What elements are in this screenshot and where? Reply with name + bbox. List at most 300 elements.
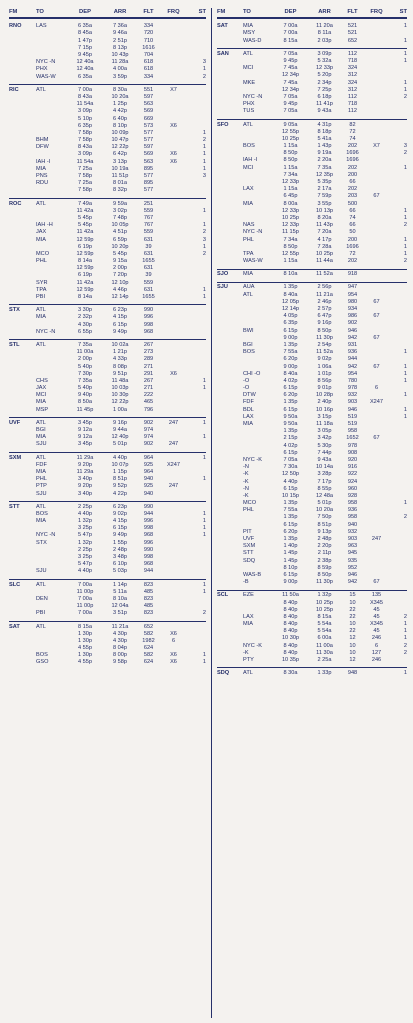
cell-fm: RNO bbox=[9, 23, 22, 30]
cell-flt: 823 bbox=[143, 595, 154, 602]
flight-row bbox=[217, 208, 407, 215]
cell-flt: 577 bbox=[143, 137, 154, 144]
cell-frq: X6 bbox=[170, 659, 177, 666]
cell-flt: 968 bbox=[143, 532, 154, 539]
cell-flt: 485 bbox=[143, 588, 154, 595]
cell-arr: 1 01p bbox=[317, 370, 332, 377]
cell-frq: 247 bbox=[168, 483, 179, 490]
cell-st: 1 bbox=[202, 207, 206, 214]
cell-dep: 3 25p bbox=[78, 554, 92, 561]
cell-st: 1 bbox=[403, 370, 407, 377]
cell-to: NYC -N bbox=[36, 328, 56, 335]
cell-arr: 10 07p bbox=[111, 461, 129, 468]
cell-dep: 3 45p bbox=[78, 419, 92, 426]
flight-row bbox=[9, 342, 206, 349]
cell-flt: 940 bbox=[143, 490, 154, 497]
cell-st: 1 bbox=[403, 236, 407, 243]
flight-row bbox=[217, 299, 407, 306]
cell-flt: 920 bbox=[347, 456, 358, 463]
cell-arr: 11 43p bbox=[316, 222, 333, 229]
cell-dep: 8 43a bbox=[78, 144, 92, 151]
cell-dep: 1 30p bbox=[78, 630, 92, 637]
cell-flt: 563 bbox=[143, 158, 154, 165]
cell-dep: 11 54a bbox=[76, 101, 94, 108]
cell-dep: 8 00a bbox=[283, 200, 298, 207]
flight-row bbox=[217, 65, 407, 72]
cell-flt: 652 bbox=[143, 623, 154, 630]
cell-st: 1 bbox=[403, 79, 407, 86]
cell-flt: 222 bbox=[143, 392, 154, 399]
cell-to: ATL bbox=[243, 670, 253, 677]
cell-to: ATL bbox=[36, 307, 46, 314]
cell-to: PHL bbox=[36, 258, 47, 265]
cell-dep: 5 40p bbox=[78, 363, 92, 370]
cell-arr: 9 19a bbox=[317, 150, 332, 157]
cell-dep: 9 45p bbox=[78, 52, 92, 59]
cell-flt: 823 bbox=[143, 610, 154, 617]
cell-dep: 4 02p bbox=[283, 442, 298, 449]
cell-arr: 3 28p bbox=[317, 471, 332, 478]
cell-arr: 8 32p bbox=[113, 187, 127, 194]
cell-flt: 618 bbox=[143, 66, 154, 73]
cell-to: -O bbox=[243, 385, 250, 392]
cell-st: 1 bbox=[403, 214, 407, 221]
flight-row bbox=[9, 273, 206, 280]
cell-flt: 202 bbox=[347, 258, 358, 265]
flight-row bbox=[217, 285, 407, 292]
cell-to: CHI -O bbox=[243, 370, 261, 377]
header-arr: ARR bbox=[318, 8, 331, 15]
cell-flt: 82 bbox=[349, 121, 356, 128]
cell-to: ATL bbox=[36, 341, 46, 348]
cell-dep: 7 58p bbox=[78, 129, 92, 136]
cell-dep: 3 09p bbox=[78, 108, 92, 115]
cell-flt: 895 bbox=[143, 180, 154, 187]
cell-arr: 9 13p bbox=[317, 528, 332, 535]
cell-dep: 1 35p bbox=[283, 428, 298, 435]
cell-to: WAS-W bbox=[243, 258, 263, 265]
cell-dep: 5 47p bbox=[78, 561, 92, 568]
cell-flt: 203 bbox=[347, 193, 358, 200]
flight-row bbox=[9, 280, 206, 287]
cell-fm: SLC bbox=[9, 581, 21, 588]
cell-fm: RIC bbox=[9, 86, 19, 93]
origin-block bbox=[9, 199, 206, 306]
cell-st: 1 bbox=[202, 510, 206, 517]
cell-flt: 559 bbox=[143, 207, 154, 214]
cell-frq: 45 bbox=[373, 606, 380, 613]
cell-frq: 247 bbox=[168, 441, 179, 448]
cell-fm: UVF bbox=[9, 419, 21, 426]
cell-flt: 944 bbox=[143, 568, 154, 575]
cell-dep: 1 35p bbox=[283, 341, 298, 348]
cell-arr: 8 56p bbox=[317, 377, 332, 384]
cell-to: MCO bbox=[243, 500, 257, 507]
cell-flt: 10 bbox=[349, 649, 356, 656]
cell-dep: 1 40p bbox=[283, 543, 298, 550]
right-column bbox=[217, 8, 407, 681]
flight-row bbox=[217, 109, 407, 116]
cell-st: 1 bbox=[403, 500, 407, 507]
cell-flt: 112 bbox=[348, 50, 357, 57]
cell-to: BOS bbox=[36, 510, 48, 517]
cell-flt: 980 bbox=[347, 298, 358, 305]
cell-flt: 936 bbox=[347, 349, 358, 356]
cell-flt: 631 bbox=[143, 286, 154, 293]
header-to: TO bbox=[243, 8, 251, 15]
cell-arr: 10 19a bbox=[111, 165, 129, 172]
cell-arr: 5 54a bbox=[317, 628, 332, 635]
cell-arr: 2 20p bbox=[317, 543, 332, 550]
cell-st: 1 bbox=[403, 377, 407, 384]
flight-row bbox=[217, 600, 407, 607]
cell-st: 1 bbox=[202, 243, 206, 250]
flight-row bbox=[217, 436, 407, 443]
cell-to: NYC -K bbox=[243, 642, 262, 649]
cell-flt: 934 bbox=[347, 306, 358, 313]
cell-to: BDL bbox=[243, 406, 254, 413]
cell-to: IAH -H bbox=[36, 222, 53, 229]
cell-flt: 22 bbox=[349, 613, 356, 620]
cell-flt: 66 bbox=[349, 207, 356, 214]
cell-fm: SAT bbox=[217, 23, 228, 30]
cell-to: PTY bbox=[243, 657, 254, 664]
cell-arr: 4 40p bbox=[113, 454, 127, 461]
cell-arr: 11 30p bbox=[316, 334, 333, 341]
cell-st: 1 bbox=[202, 222, 206, 229]
cell-dep: 6 45p bbox=[283, 193, 298, 200]
cell-flt: 1652 bbox=[346, 435, 359, 442]
cell-dep: 8 40p bbox=[283, 642, 298, 649]
cell-dep: 8 40a bbox=[283, 370, 298, 377]
cell-flt: 39 bbox=[145, 243, 152, 250]
cell-arr: 9 15a bbox=[113, 258, 127, 265]
cell-flt: 942 bbox=[347, 363, 358, 370]
cell-arr: 10 02a bbox=[111, 341, 129, 348]
cell-arr: 1 21p bbox=[113, 349, 127, 356]
flight-row bbox=[9, 31, 206, 38]
cell-to: MIA bbox=[36, 236, 46, 243]
cell-arr: 9 51p bbox=[113, 370, 127, 377]
cell-dep: 7 55a bbox=[283, 507, 298, 514]
cell-fm: SCL bbox=[217, 592, 229, 599]
cell-flt: 718 bbox=[347, 58, 358, 65]
cell-frq: 67 bbox=[373, 334, 380, 341]
cell-arr: 8 18p bbox=[317, 128, 332, 135]
cell-dep: 5 45p bbox=[78, 222, 92, 229]
origin-block bbox=[9, 340, 206, 418]
cell-dep: 7 05a bbox=[283, 50, 298, 57]
cell-dep: 8 40p bbox=[283, 599, 298, 606]
cell-dep: 11 00p bbox=[76, 603, 94, 610]
cell-fm: SJO bbox=[217, 271, 229, 278]
flight-row bbox=[217, 51, 407, 58]
cell-st: 1 bbox=[403, 349, 407, 356]
cell-arr: 9 16p bbox=[317, 320, 332, 327]
cell-arr: 11 00a bbox=[316, 642, 333, 649]
cell-dep: 1 15a bbox=[283, 143, 298, 150]
cell-flt: 573 bbox=[143, 122, 154, 129]
flight-row bbox=[9, 101, 206, 108]
cell-flt: 1982 bbox=[142, 637, 155, 644]
cell-st: 1 bbox=[202, 377, 206, 384]
cell-st: 1 bbox=[202, 165, 206, 172]
cell-frq: 67 bbox=[373, 363, 380, 370]
cell-st: 1 bbox=[202, 476, 206, 483]
flight-row bbox=[217, 165, 407, 172]
flight-row bbox=[217, 230, 407, 237]
cell-flt: 273 bbox=[143, 349, 154, 356]
flight-row bbox=[9, 258, 206, 265]
cell-dep: 7 00a bbox=[78, 86, 92, 93]
cell-flt: 918 bbox=[347, 271, 358, 278]
cell-flt: 577 bbox=[143, 129, 154, 136]
cell-dep: 12 33p bbox=[281, 207, 300, 214]
cell-arr: 10 20p bbox=[111, 243, 129, 250]
cell-to: MCO bbox=[36, 250, 50, 257]
cell-dep: 6 35p bbox=[283, 320, 298, 327]
cell-arr: 8 13p bbox=[113, 44, 127, 51]
cell-dep: 4 40p bbox=[283, 478, 298, 485]
cell-flt: 112 bbox=[348, 108, 357, 115]
flight-row bbox=[217, 38, 407, 45]
cell-arr: 10 09p bbox=[111, 129, 129, 136]
cell-flt: 618 bbox=[143, 59, 154, 66]
cell-to: AUA bbox=[243, 284, 255, 291]
cell-to: GSO bbox=[36, 659, 49, 666]
cell-dep: 12 50p bbox=[281, 471, 300, 478]
cell-flt: 1696 bbox=[346, 150, 359, 157]
cell-frq: 135 bbox=[371, 592, 382, 599]
cell-flt: 1616 bbox=[142, 44, 155, 51]
cell-arr: 6 00a bbox=[317, 635, 332, 642]
cell-arr: 4 22p bbox=[113, 490, 127, 497]
cell-flt: 631 bbox=[143, 250, 154, 257]
cell-flt: 271 bbox=[143, 385, 154, 392]
cell-flt: 903 bbox=[347, 536, 358, 543]
cell-st: 1 bbox=[202, 525, 206, 532]
cell-flt: 942 bbox=[347, 579, 358, 586]
cell-to: ATL bbox=[36, 419, 46, 426]
cell-dep: 11 15p bbox=[282, 229, 299, 236]
cell-flt: 974 bbox=[143, 434, 154, 441]
cell-flt: 624 bbox=[143, 645, 154, 652]
flight-row bbox=[9, 442, 206, 449]
cell-arr: 8 15a bbox=[317, 613, 332, 620]
cell-dep: 8 40p bbox=[283, 649, 298, 656]
header-rule bbox=[217, 17, 407, 19]
cell-arr: 2 00p bbox=[113, 265, 127, 272]
cell-to: -N bbox=[243, 464, 249, 471]
cell-arr: 7 48p bbox=[113, 214, 127, 221]
cell-to: TPA bbox=[243, 250, 254, 257]
cell-arr: 9 01p bbox=[317, 385, 332, 392]
cell-arr: 10 13p bbox=[315, 207, 334, 214]
cell-arr: 12 22p bbox=[111, 144, 129, 151]
cell-arr: 5 03p bbox=[113, 568, 127, 575]
cell-dep: 7 30a bbox=[283, 464, 298, 471]
cell-dep: 4 55p bbox=[78, 659, 92, 666]
cell-flt: 954 bbox=[347, 291, 358, 298]
cell-arr: 2 57p bbox=[317, 306, 332, 313]
cell-flt: 312 bbox=[347, 72, 358, 79]
cell-to: LAX bbox=[243, 413, 254, 420]
flight-row bbox=[9, 554, 206, 561]
cell-to: FDF bbox=[36, 461, 47, 468]
cell-flt: 908 bbox=[347, 449, 358, 456]
cell-st: 2 bbox=[403, 222, 407, 229]
cell-flt: 291 bbox=[143, 370, 154, 377]
cell-arr: 3 51p bbox=[113, 610, 127, 617]
cell-flt: 12 bbox=[349, 635, 356, 642]
cell-dep: 7 58p bbox=[78, 187, 92, 194]
cell-flt: 990 bbox=[143, 307, 154, 314]
cell-dep: 6 15p bbox=[283, 327, 298, 334]
cell-flt: 936 bbox=[347, 507, 358, 514]
cell-flt: 312 bbox=[347, 86, 358, 93]
cell-flt: 940 bbox=[143, 476, 154, 483]
cell-flt: 551 bbox=[143, 86, 154, 93]
cell-arr: 12 35p bbox=[315, 171, 334, 178]
cell-flt: 202 bbox=[347, 186, 358, 193]
cell-dep: 7 34a bbox=[283, 236, 298, 243]
cell-st: 1 bbox=[403, 670, 407, 677]
cell-frq: 246 bbox=[371, 635, 382, 642]
cell-dep: 7 15p bbox=[78, 44, 92, 51]
cell-dep: 10 30p bbox=[281, 635, 300, 642]
flight-row bbox=[217, 194, 407, 201]
cell-dep: 11 00a bbox=[76, 349, 94, 356]
cell-flt: 500 bbox=[347, 200, 358, 207]
cell-arr: 10 05p bbox=[111, 222, 129, 229]
cell-flt: 324 bbox=[347, 65, 358, 72]
cell-flt: 948 bbox=[347, 670, 358, 677]
cell-dep: 9 12a bbox=[78, 434, 92, 441]
cell-arr: 7 20a bbox=[317, 229, 332, 236]
cell-frq: X345 bbox=[369, 621, 384, 628]
cell-st: 1 bbox=[202, 129, 206, 136]
cell-arr: 7 28a bbox=[317, 243, 332, 250]
cell-flt: 996 bbox=[143, 539, 154, 546]
flight-row bbox=[217, 143, 407, 150]
cell-arr: 10 43p bbox=[111, 52, 129, 59]
cell-dep: 1 15a bbox=[283, 164, 298, 171]
cell-to: -O bbox=[243, 377, 250, 384]
cell-st: 1 bbox=[403, 50, 407, 57]
cell-st: 1 bbox=[202, 532, 206, 539]
cell-arr: 11 51p bbox=[111, 173, 129, 180]
cell-flt: 946 bbox=[347, 327, 358, 334]
cell-to: ATL bbox=[36, 581, 46, 588]
cell-flt: 823 bbox=[143, 581, 154, 588]
cell-flt: 932 bbox=[347, 528, 358, 535]
cell-dep: 3 25p bbox=[78, 525, 92, 532]
cell-to: ATL bbox=[36, 623, 46, 630]
cell-dep: 5 10p bbox=[78, 115, 92, 122]
cell-flt: 902 bbox=[143, 419, 154, 426]
cell-arr: 3 59p bbox=[113, 73, 127, 80]
cell-flt: 200 bbox=[347, 236, 358, 243]
cell-flt: 767 bbox=[143, 222, 154, 229]
cell-st: 1 bbox=[403, 363, 407, 370]
flight-row bbox=[217, 292, 407, 299]
cell-arr: 5 20p bbox=[317, 72, 332, 79]
cell-dep: 12 55p bbox=[281, 250, 300, 257]
flight-row bbox=[217, 364, 407, 371]
cell-flt: 958 bbox=[347, 514, 358, 521]
cell-flt: 22 bbox=[349, 628, 356, 635]
cell-to: SYR bbox=[36, 279, 48, 286]
cell-flt: 944 bbox=[143, 510, 154, 517]
cell-arr: 3 05p bbox=[317, 428, 332, 435]
cell-flt: 74 bbox=[349, 214, 356, 221]
cell-to: STX bbox=[36, 539, 47, 546]
cell-to: SJU bbox=[36, 568, 47, 575]
header-fm: FM bbox=[217, 8, 226, 15]
cell-st: 1 bbox=[403, 86, 407, 93]
cell-frq: 67 bbox=[373, 579, 380, 586]
cell-flt: 39 bbox=[145, 272, 152, 279]
cell-arr: 11 52a bbox=[316, 349, 333, 356]
cell-flt: 720 bbox=[143, 30, 154, 37]
cell-flt: 519 bbox=[347, 421, 358, 428]
cell-to: BWI bbox=[243, 327, 254, 334]
flight-row bbox=[217, 515, 407, 522]
cell-flt: 10 bbox=[349, 599, 356, 606]
cell-st: 2 bbox=[202, 229, 206, 236]
flight-row bbox=[9, 611, 206, 618]
cell-flt: 50 bbox=[349, 229, 356, 236]
cell-to: NYC -N bbox=[243, 93, 263, 100]
flight-row bbox=[9, 109, 206, 116]
cell-arr: 3 13p bbox=[113, 158, 127, 165]
cell-dep: 9 00p bbox=[283, 363, 298, 370]
cell-dep: 6 20p bbox=[283, 392, 298, 399]
cell-dep: 8 40p bbox=[283, 613, 298, 620]
cell-flt: 1696 bbox=[346, 157, 359, 164]
cell-frq: X247 bbox=[166, 461, 181, 468]
flight-row bbox=[217, 643, 407, 650]
cell-dep: 4 05p bbox=[283, 313, 298, 320]
cell-dep: 7 25a bbox=[78, 165, 92, 172]
cell-to: DEN bbox=[36, 595, 48, 602]
cell-flt: 922 bbox=[347, 471, 358, 478]
cell-flt: 271 bbox=[143, 363, 154, 370]
cell-arr: 8 55p bbox=[317, 485, 332, 492]
cell-arr: 3 02p bbox=[113, 207, 127, 214]
cell-flt: 559 bbox=[143, 229, 154, 236]
cell-flt: 947 bbox=[347, 284, 358, 291]
cell-flt: 559 bbox=[143, 279, 154, 286]
cell-to: MIA bbox=[243, 271, 253, 278]
flight-row bbox=[217, 421, 407, 428]
origin-block bbox=[9, 418, 206, 453]
cell-arr: 1 06a bbox=[317, 363, 332, 370]
flight-row bbox=[217, 472, 407, 479]
cell-to: RDU bbox=[36, 180, 49, 187]
cell-dep: 9 20p bbox=[78, 461, 92, 468]
cell-dep: 8 15a bbox=[283, 37, 298, 44]
cell-st: 2 bbox=[403, 258, 407, 265]
cell-dep: 9 00p bbox=[283, 579, 298, 586]
cell-arr: 6 23p bbox=[113, 307, 127, 314]
cell-arr: 5 01p bbox=[113, 441, 127, 448]
cell-flt: 631 bbox=[143, 236, 154, 243]
cell-st: 1 bbox=[403, 243, 407, 250]
cell-flt: 652 bbox=[347, 37, 358, 44]
cell-fm: ROC bbox=[9, 200, 22, 207]
cell-dep: 9 20p bbox=[78, 483, 92, 490]
